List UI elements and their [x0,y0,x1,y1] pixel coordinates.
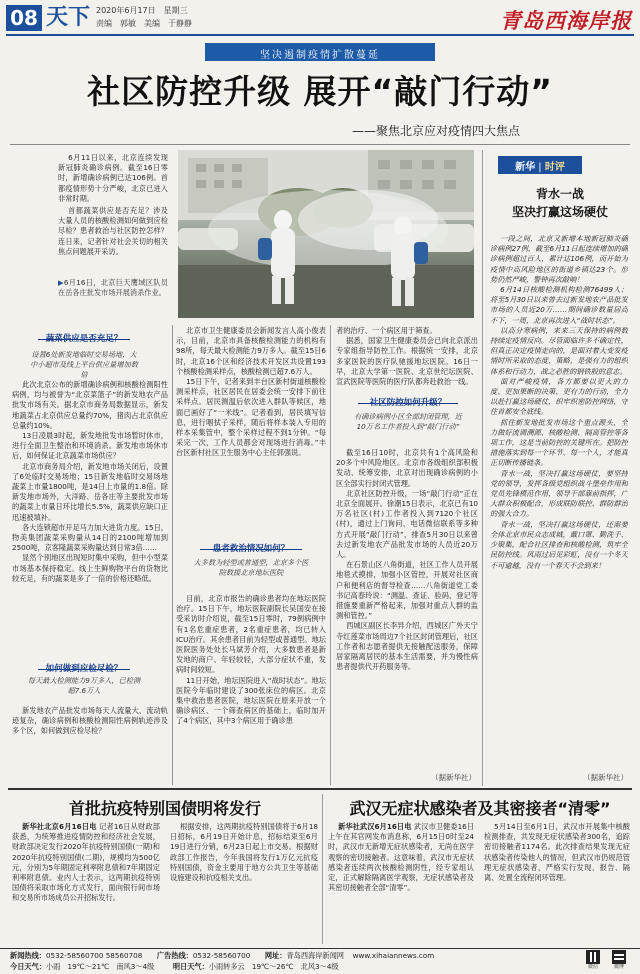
photo-illustration [178,150,474,318]
site-name: 青岛西海岸新闻网 [286,951,344,960]
hotline-label: 新闻热线： [10,951,46,960]
bottom-rule [8,788,632,790]
bottom-divider [322,794,323,944]
section-name: 天下 [46,5,91,30]
banner-kicker: 坚决遏制疫情扩散蔓延 [260,50,380,61]
col3-body2 [336,448,478,770]
col3-body [336,326,478,386]
main-headline: 社区防控升级 展开“敲门行动” [87,72,553,111]
banner-kicker-box [205,43,435,61]
commentary-p6: 背水一战，坚决打赢这场硬仗，要坚持党的领导，发挥各级党组织战斗堡垒作用和党员先锋模范作用，领导干部靠前指挥，广大群众积极配合，形成联防联控、群防群治的强大合力。 [490,468,628,519]
col1-body [12,380,168,654]
hotline-number: 0532-58560700 58560708 [45,951,143,960]
caption-triangle-icon: ▶ [58,278,64,287]
bottom-left-p2: 根据安排，这两期抗疫特别国债将于6月18日招标，6月19日开始计息，招标结束至6月19日进行分销，6月23日起上市交易。根据财政部工作报告，今年我国将发行1万亿元抗疫特别国债，资金主要用于地方公共卫生等基础设施建设和抗疫相关支出。 [170,822,318,883]
col1-heading2: 如何做到应检尽检？ [45,664,123,674]
weather-tomorrow: 小雨转多云 19℃～26℃ 北风3～4级 [208,962,339,971]
wechat-qr[interactable] [582,950,604,972]
col3-heading-box [358,390,458,408]
bottom-right-p1 [328,822,474,893]
bottom-left-title: 首批抗疫特别国债明将发行 [68,799,261,818]
photo-caption [58,278,168,320]
col3-p2: 据悉，国家卫生健康委员会已向北京派出专家组指导防控工作。根据统一安排，北京多家医院的医疗队驰援地坛医院。16日一早，北京大学第一医院、北京世纪坛医院、宣武医院等医院的医疗队都奔赴救治一线。 [336,336,478,386]
col3-p3: 截至16日10时，北京共有1个高风险和20多个中风险地区。北京市各级组织部积极发动、统筹安排，北京对出现确诊病例的小区全部实行封闭式管理。 [336,448,478,488]
weather-today-label: 今日天气： [10,962,46,971]
col1-p5: 显然个别地区出现短时集中采购，但中小型菜市场基本保持稳定。线上生鲜购物平台的货物比较充足，有的蔬菜是多了一倍的价格还略低。 [12,553,168,583]
weibo-qr[interactable] [608,950,630,972]
col1-p6: 新发地农产品批发市场每天人流量大、流动轨迹复杂，确诊病例和核酸检测阳性病例轨迹涉及多个区，如何做到应检尽检？ [12,706,168,736]
commentary-title-2: 坚决打赢这场硬仗 [511,205,608,219]
lead-paragraph-1: 6月11日以来，北京连续发现新冠肺炎确诊病例。截至16日零时，新增确诊病例已达106例。首都疫情形势十分严峻，北京已进入非常时期。 [58,153,168,203]
bottom-left-body [12,822,318,946]
news-photo [178,150,474,318]
col2-p3: 目前，北京市报告的确诊患者均在地坛医院治疗。15日下午，地坛医院副院长吴国安在接受采访时介绍说，截至15日零时，79例病例中有1名危重症患者，2名重症患者，均已转入ICU治疗。其余患者目前为轻型或普通型。地坛医院医务处处长马斌芳介绍，大多数患者是新发地的商户、年轻较轻，大部分症状不重，发病时间较短。 [176,594,326,675]
commentary-body [490,234,628,774]
col3-heading: 社区防控如何升级？ [369,398,447,408]
col3-byline: （据新华社） [431,773,476,782]
col2-body [176,326,326,532]
ad-label: 广告热线： [156,951,193,960]
col2-p2: 15日下午，记者来到丰台区新村街道核酸检测采样点，社区居民在居委会统一安排下前往采样点。居民测温后依次进入群队等候区，地面已画好了“一米线”。记者看到，居民填写信息，进行咽拭子采样，随后将样本装入专用的样本采集管中，整个采样过程不到1分钟。“每采完一次，工作人员都会对现场进行消毒。”丰台区新村社区卫生服务中心主任郭强说。 [176,377,326,458]
bottom-left-text1: 记者16日从财政部获悉，为统筹推进疫情防控和经济社会发展，财政部决定发行2020年抗疫特别国债(一期)和2020年抗疫特别国债(二期)，规模均为500亿元，分别为5年期固定利率附息债和7年期固定利率附息债。业内人士表示，这两期抗疫特别国债将采取市场化方式发行，面向银行间市场和交易所市场成员公开招标发行。 [12,822,160,903]
site-label: 网址： [264,951,287,960]
page-header [0,0,640,36]
column-divider-2 [330,325,331,785]
main-subhead: ——聚焦北京应对疫情四大焦点 [351,124,520,138]
weibo-label: 微博 [613,964,624,970]
ad-number: 0532-58560700 [192,951,251,960]
badge-xinhua: 新华 [515,162,536,173]
col3-question: 有确诊病例小区全部封闭管理，近10万名工作者投入到“敲门行动” [354,412,462,431]
bottom-left-dateline: 新华社北京6月16日电 [22,822,97,831]
col3-p5: 在石景山区八角街道，社区工作人员开展地毯式摸排，加强小区管控，开展对社区商户和便利店的督导检查……八角街道党工委书记高春玲说：“测温、查证、验码、登记等措施要重新严格起来，加强对重点人群的监测和管控。” [336,560,478,621]
footer-row-2 [10,962,530,972]
masthead-logo: 青岛西海岸报 [500,8,632,33]
commentary-badge [498,156,582,174]
bottom-left-p1 [12,822,160,904]
commentary-title-1: 背水一战 [535,187,584,201]
page-number: 08 [10,6,38,30]
commentary-p5: 抓住新发地批发市场这个重点源头，全力做好流调溯源、核酸检测、隔离管控等各项工作，这是当前防控的关键所在。把防控措施落实到每一个环节、每一个人，才能真正切断传播链条。 [490,417,628,468]
col1-p3: 北京市商务局介绍，新发地市场关闭后，设置了6处临时交易场地；15日新发地临时交易场地蔬菜上市量1800吨，是14日上市量的1.8倍。除新发地市场外，大洋路、岳各庄等主要批发市场的蔬菜上市量日环比增长5.5%，蔬菜供应缺口正迅速被填补。 [12,461,168,522]
col1-heading: 蔬菜供应是否充足？ [45,334,123,344]
wechat-label: 微信 [587,964,598,970]
badge-shiping: 时评 [544,162,565,173]
col1-p4: 各大连锁超市开足马力加大进货力度。15日，物美集团蔬菜采购量从14日的2100吨增加到2500吨，京客隆蔬菜采购量达到日常3倍…… [12,522,168,553]
bottom-right-text1: 武汉市卫健委16日上午在其官网发布消息称，6月15日0时至24时，武汉市无新增无症状感染者，无尚在医学观察的密切接触者。这意味着，武汉市无症状感染者连续两次核酸检测阴性，经专家组认定，正式解除隔离医学观察，无症状感染者及其密切接触者全部“清零”。 [328,822,474,893]
lead-text [58,153,168,283]
col2-question: 大多数为轻型或普通型，北京多个医院数援北京地坛医院 [193,558,309,577]
date-line: 2020年6月17日 星期三 [96,6,188,15]
col2-heading: 患者救治情况如何？ [212,544,290,554]
commentary-p4: 面对严峻疫情，各方都要以更大的力度、更加果断的决策、更有力的行动，全力以赴打赢这场硬仗，织牢织密防控网络，守住首都安全底线。 [490,376,628,417]
page-number-box [6,5,42,31]
col3-p4: 北京社区防控升级，一场“敲门行动”正在北京全面展开。徐潮15日表示，北京已有10万名社区(村)工作者投入到7120个社区(村)，通过上门询问、电话微信联系等多种方式开展“敲门行动”，排查5月30日以来曾去过新发地农产品批发市场的人员近20万人。 [336,488,478,560]
bottom-right-body [328,822,630,946]
lead-paragraph-2: 首都蔬菜供应是否充足？涉及大量人员的核酸检测如何做到应检尽检？患者救治与社区防控怎样？连日来，记者针对社会关切的相关焦点问题展开采访。 [58,206,168,256]
commentary-byline: （据新华社） [583,773,628,782]
col2-p4: 11日开始，地坛医院进入“战时状态”。地坛医院今年临时建设了300张床位的病区。北京集中救治患者医院，地坛医院在原来开放一个确诊病区、一个筛查病区的基础上，临时加开了4个病区，其中3个病区用于确诊患 [176,675,326,726]
caption-text: 6月16日，北京巨天鹰域区队员在岳各庄批发市场开展消杀作业。 [58,278,168,298]
col1-question: 设置6处新发地临时交易场地，大中小超市及线上平台供应量增加数倍 [30,350,138,379]
col3-p1: 者的治疗、一个病区用于筛查。 [336,326,437,335]
qr-code-icon [612,950,626,964]
col1-body2 [12,706,168,784]
weather-today: 小雨 19℃～21℃ 南风3～4级 [45,962,155,971]
commentary-p7: 背水一战，坚决打赢这场硬仗，还需要全体北京市民众志成城，戴口罩、勤洗手、少聚集，配合社区排查和核酸检测，筑牢全民防控线。风雨过后见彩虹，没有一个冬天不可逾越，没有一个春天不会到来！ [490,519,628,570]
weather-tomorrow-label: 明日天气： [172,962,209,971]
col1-question2: 每天最大检测能力9万多人，已检测超7.6万人 [27,676,141,695]
staff-line: 责编 郭敏 美编 于静静 [96,19,192,28]
col1-p1: 此次北京公布的新增确诊病例和核酸检测阳性病例，均与被誉为“北京菜篮子”的新发地农产品批发市场有关。据北京市商务局数据显示，新发地蔬菜占北京供应总量约70%，猪肉占北京供应总量约10%。 [12,380,168,430]
commentary-p3: 以高分寒病例，来来三天保持的病例数持续定疫情反向。尽管面临许多不确定性，但真正决定疫情走向的，是面对着大变发疫情时所采取的态度、策略，是强有力的组织体系和行动力，战之必胜的钢铁般的意志。 [490,325,628,376]
site-url[interactable]: www.xihaiannews.com [352,951,435,960]
col2-heading-box [200,536,302,554]
col2-p1: 北京市卫生健康委员会新闻发言人高小俊表示，目前，北京市具备核酸检测能力的机构有98所，每天最大检测能力9万多人。截至15日6时，北京16个区和经济技术开发区共设置193个核酸检测采样点，核酸检测已超7.6万人。 [176,326,326,376]
col3-p6: 西城区副区长李异介绍，西城区广外天宁寺红莲菜市场周边7个社区封闭管理后，社区工作者和志愿者提供无接触配送服务，保障居家隔离居民的基本生活需要，并为慢性病患者提供代开药服务等。 [336,621,478,672]
bottom-right-dateline: 新华社武汉6月16日电 [338,822,412,831]
bottom-right-p2: 5月14日至6月1日，武汉市开展集中核酸检测排查，共发现无症状感染者300名，追踪密切接触者1174名。此次排查结果发现无症状感染者传染他人的情况，但武汉市仍规范管理无症状感染者，严格实行发现、报告、隔离、处置全流程闭环管理。 [484,822,630,883]
col1-heading2-box [38,656,130,674]
col1-heading-box [38,326,130,344]
bottom-right-title: 武汉无症状感染者及其密接者“清零” [349,799,611,818]
commentary-p2: 6月14日核酸检测机构检测76499人；将至5月30日以来曾去过新发地农产品批发市场的人员近20万……期间确诊数量居高不下，一周，北京再次进入“战时状态”。 [490,285,628,325]
badge-divider: | [535,162,545,173]
commentary-p1: 一段之间，北京又新增本地新冠肺炎确诊病例27例，截至6月11日起连续增加的确诊病例超过百人，累计达106例，而开始为疫情中高风险地区的街道乡镇达23个。形势仍然严峻，警钟再次敲响！ [490,234,628,284]
col1-p2: 13日凌晨3时起，新发地批发市场暂时休市，进行全面卫生整治和环境消杀。新发地市场休市后，如何保证北京蔬菜市场供应？ [12,431,168,461]
qr-code-icon [586,950,600,964]
footer [0,948,640,974]
banner-rule [10,144,630,145]
column-divider-1 [172,325,173,785]
footer-row-1 [10,951,530,961]
col2-body2 [176,594,326,786]
header-rule [6,34,634,36]
